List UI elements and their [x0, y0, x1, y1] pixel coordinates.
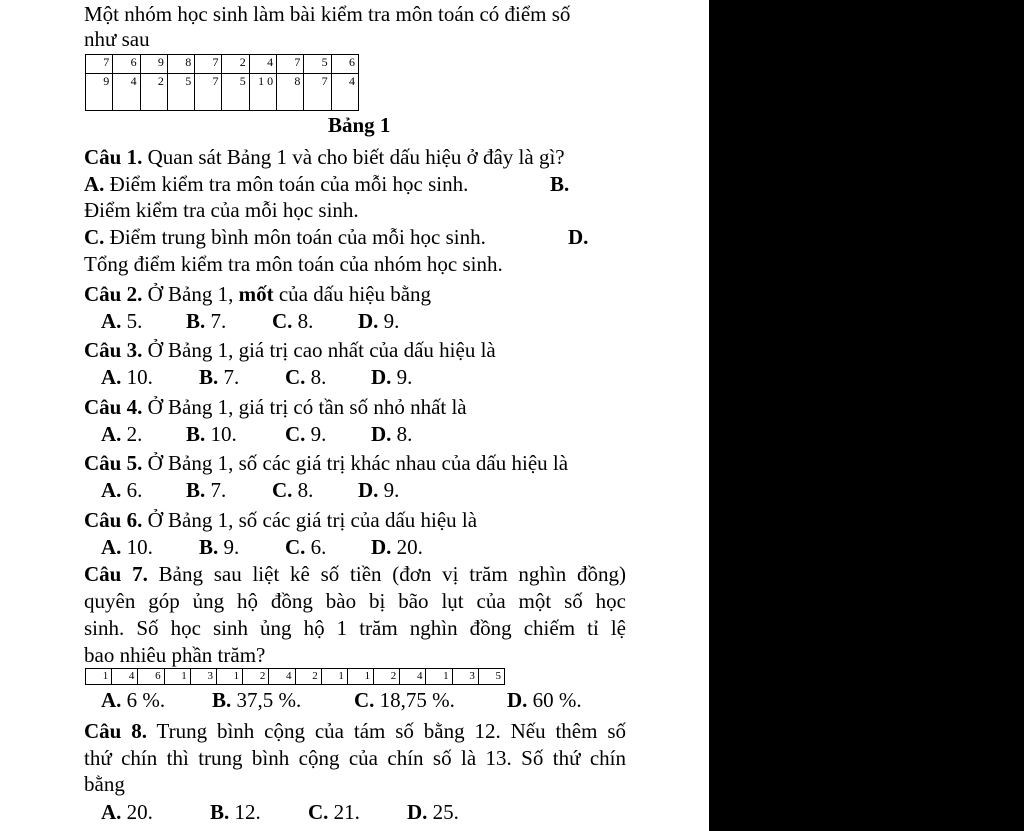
q4-option-d: [371, 422, 412, 446]
option-label: B.: [210, 800, 230, 824]
score-table: [85, 54, 359, 111]
table-cell: 2: [295, 669, 321, 685]
table-cell: 3: [452, 669, 478, 685]
q5-option-b: [186, 478, 226, 502]
question-text: Ở Bảng 1, giá trị cao nhất của dấu hiệu là: [147, 338, 496, 362]
table-cell: 1 0: [249, 74, 276, 111]
question-label: Câu 1.: [84, 145, 143, 169]
question-text: Bảng sau liệt kê số tiền (đơn vị trăm nghìn đồng): [158, 562, 627, 586]
table-cell: 8: [167, 55, 194, 74]
table-cell: 4: [331, 74, 358, 111]
question-7-line-2: quyên góp ủng hộ đồng bào bị bão lụt của một số học: [84, 589, 626, 613]
table-row: [86, 55, 359, 74]
option-value: 10.: [126, 365, 153, 389]
q2-option-c: [272, 309, 313, 333]
table-caption: Bảng 1: [328, 113, 391, 137]
option-label: C.: [84, 225, 105, 249]
option-value: 9.: [383, 309, 400, 333]
question-6: [84, 508, 477, 532]
table-cell: 9: [140, 55, 167, 74]
table-cell: 1: [86, 669, 112, 685]
q8-option-a: [101, 800, 153, 824]
option-value: 7.: [210, 309, 227, 333]
option-label: C.: [285, 422, 306, 446]
question-text-pre: Ở Bảng 1,: [147, 282, 234, 306]
table-cell: 1: [347, 669, 373, 685]
q6-option-b: [199, 535, 239, 559]
option-value: 20.: [396, 535, 423, 559]
question-7-line-1: [84, 562, 626, 586]
option-value: 9.: [396, 365, 413, 389]
option-label: D.: [358, 309, 379, 333]
q4-option-b: [186, 422, 237, 446]
question-label: Câu 4.: [84, 395, 143, 419]
option-value: 37,5 %.: [236, 688, 302, 712]
table-cell: 6: [113, 55, 140, 74]
option-label: A.: [101, 535, 122, 559]
q7-option-c: [354, 688, 455, 712]
table-cell: 5: [222, 74, 249, 111]
q1-option-b-label: [550, 172, 569, 196]
question-label: Câu 6.: [84, 508, 143, 532]
question-4: [84, 395, 467, 419]
option-value: 10.: [210, 422, 237, 446]
question-2: [84, 282, 431, 306]
option-label: C.: [272, 478, 293, 502]
q4-option-c: [285, 422, 326, 446]
q6-option-c: [285, 535, 326, 559]
table-cell: 4: [112, 669, 138, 685]
option-label: B.: [186, 422, 206, 446]
q4-option-a: [101, 422, 142, 446]
donation-table: [85, 668, 505, 685]
q8-option-d: [407, 800, 459, 824]
q1-option-d-label: [568, 225, 588, 249]
table-cell: 4: [249, 55, 276, 74]
option-label: D.: [371, 535, 392, 559]
option-value: 2.: [126, 422, 143, 446]
option-value: 8.: [297, 478, 314, 502]
table-cell: 6: [138, 669, 164, 685]
table-cell: 2: [140, 74, 167, 111]
question-text: Ở Bảng 1, giá trị có tần số nhỏ nhất là: [147, 395, 467, 419]
question-text-bold: mốt: [238, 282, 274, 306]
option-value: 6.: [310, 535, 327, 559]
q5-option-a: [101, 478, 142, 502]
option-label: A.: [101, 688, 122, 712]
option-label: D.: [407, 800, 428, 824]
q3-option-a: [101, 365, 153, 389]
question-8-line-1: [84, 719, 626, 743]
option-label: C.: [354, 688, 375, 712]
question-label: Câu 3.: [84, 338, 143, 362]
option-value: 25.: [432, 800, 459, 824]
q1-option-b-text: Điểm kiểm tra của mỗi học sinh.: [84, 198, 359, 222]
table-cell: 2: [222, 55, 249, 74]
question-label: Câu 5.: [84, 451, 143, 475]
table-cell: 7: [195, 74, 222, 111]
intro-line-2: như sau: [84, 27, 150, 51]
option-label: A.: [101, 422, 122, 446]
q8-option-b: [210, 800, 261, 824]
option-label: C.: [285, 535, 306, 559]
option-label: D.: [568, 225, 589, 249]
q7-option-b: [212, 688, 301, 712]
table-cell: 3: [190, 669, 216, 685]
option-label: B.: [186, 478, 206, 502]
q2-option-b: [186, 309, 226, 333]
q1-option-c: [84, 225, 486, 249]
option-text: Điểm kiểm tra môn toán của mỗi học sinh.: [109, 172, 469, 196]
q1-option-a: [84, 172, 468, 196]
table-cell: 4: [400, 669, 426, 685]
option-value: 60 %.: [532, 688, 582, 712]
option-label: A.: [101, 800, 122, 824]
option-value: 18,75 %.: [379, 688, 455, 712]
table-row: [86, 74, 359, 111]
table-cell: 2: [374, 669, 400, 685]
question-text: Trung bình cộng của tám số bằng 12. Nếu thêm số: [156, 719, 626, 743]
option-value: 6.: [126, 478, 143, 502]
option-label: B.: [199, 535, 219, 559]
q7-option-a: [101, 688, 165, 712]
question-label: Câu 8.: [84, 719, 147, 743]
option-value: 9.: [310, 422, 327, 446]
option-value: 8.: [396, 422, 413, 446]
q8-option-c: [308, 800, 360, 824]
table-cell: 1: [426, 669, 452, 685]
option-value: 5.: [126, 309, 143, 333]
table-cell: 1: [164, 669, 190, 685]
table-cell: 5: [304, 55, 331, 74]
question-5: [84, 451, 568, 475]
q7-option-d: [507, 688, 582, 712]
q3-option-c: [285, 365, 326, 389]
q2-option-a: [101, 309, 142, 333]
option-value: 9.: [383, 478, 400, 502]
option-label: C.: [272, 309, 293, 333]
question-3: [84, 338, 496, 362]
table-cell: 4: [113, 74, 140, 111]
question-text: Quan sát Bảng 1 và cho biết dấu hiệu ở đây là gì?: [147, 145, 565, 169]
q6-option-d: [371, 535, 423, 559]
option-label: B.: [212, 688, 232, 712]
question-label: Câu 7.: [84, 562, 148, 586]
option-label: D.: [358, 478, 379, 502]
q5-option-c: [272, 478, 313, 502]
question-8-line-2: thứ chín thì trung bình cộng của chín số là 13. Số thứ chín: [84, 746, 626, 770]
table-row: [86, 669, 505, 685]
table-cell: 1: [321, 669, 347, 685]
table-cell: 5: [478, 669, 504, 685]
q5-option-d: [358, 478, 399, 502]
question-1: [84, 145, 565, 169]
table-cell: 5: [167, 74, 194, 111]
question-8-line-3: bằng: [84, 772, 125, 796]
q1-option-d-text: Tổng điểm kiểm tra môn toán của nhóm học sinh.: [84, 252, 503, 276]
option-text: Điểm trung bình môn toán của mỗi học sinh.: [109, 225, 486, 249]
q6-option-a: [101, 535, 153, 559]
option-value: 9.: [223, 535, 240, 559]
black-margin-panel: [709, 0, 1024, 831]
table-cell: 8: [277, 74, 304, 111]
option-label: A.: [101, 309, 122, 333]
option-value: 21.: [333, 800, 360, 824]
option-label: A.: [101, 478, 122, 502]
option-label: D.: [371, 365, 392, 389]
table-cell: 7: [86, 55, 113, 74]
question-text: Ở Bảng 1, số các giá trị của dấu hiệu là: [147, 508, 478, 532]
table-cell: 4: [269, 669, 295, 685]
q3-option-b: [199, 365, 239, 389]
option-label: C.: [285, 365, 306, 389]
question-label: Câu 2.: [84, 282, 143, 306]
question-7-line-3: sinh. Số học sinh ủng hộ 1 trăm nghìn đồng chiếm tỉ lệ: [84, 616, 626, 640]
option-value: 20.: [126, 800, 153, 824]
option-label: A.: [101, 365, 122, 389]
option-value: 6 %.: [126, 688, 166, 712]
option-value: 8.: [310, 365, 327, 389]
option-value: 8.: [297, 309, 314, 333]
table-cell: 1: [216, 669, 242, 685]
table-cell: 2: [243, 669, 269, 685]
option-value: 7.: [223, 365, 240, 389]
option-label: D.: [507, 688, 528, 712]
table-cell: 6: [331, 55, 358, 74]
option-value: 7.: [210, 478, 227, 502]
option-label: B.: [186, 309, 206, 333]
option-label: A.: [84, 172, 105, 196]
option-label: C.: [308, 800, 329, 824]
option-label: D.: [371, 422, 392, 446]
q3-option-d: [371, 365, 412, 389]
option-value: 10.: [126, 535, 153, 559]
option-label: B.: [550, 172, 570, 196]
table-cell: 9: [86, 74, 113, 111]
table-cell: 7: [304, 74, 331, 111]
option-value: 12.: [234, 800, 261, 824]
q2-option-d: [358, 309, 399, 333]
intro-line-1: Một nhóm học sinh làm bài kiểm tra môn toán có điểm số: [84, 2, 571, 26]
question-text-post: của dấu hiệu bằng: [278, 282, 432, 306]
table-cell: 7: [277, 55, 304, 74]
table-cell: 7: [195, 55, 222, 74]
question-text: Ở Bảng 1, số các giá trị khác nhau của dấu hiệu là: [147, 451, 569, 475]
option-label: B.: [199, 365, 219, 389]
question-7-line-4: bao nhiêu phần trăm?: [84, 643, 266, 667]
